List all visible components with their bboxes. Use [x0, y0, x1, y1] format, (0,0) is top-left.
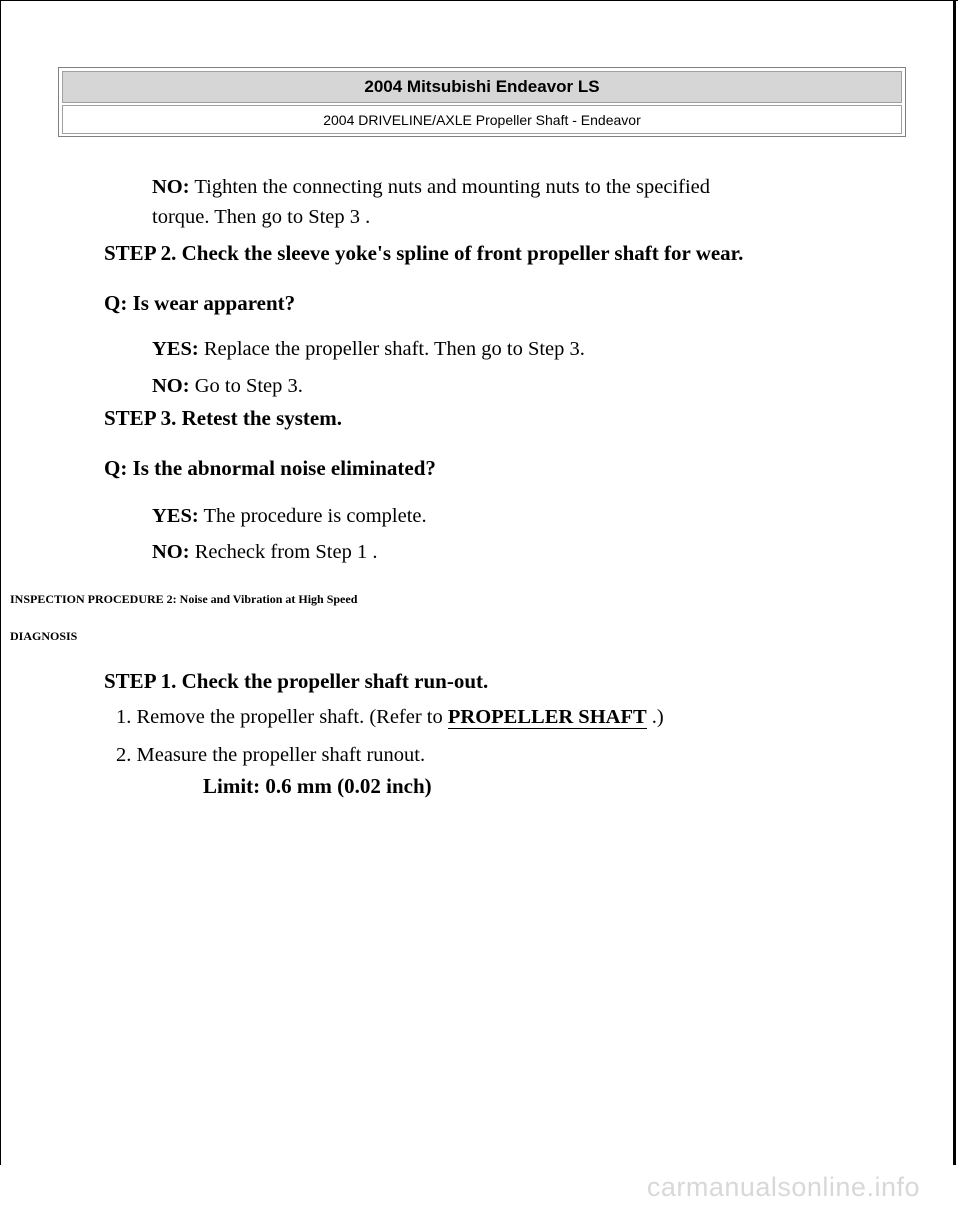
yes2-answer	[152, 338, 585, 361]
document-header	[58, 67, 906, 137]
propeller-shaft-link[interactable]: PROPELLER SHAFT	[447, 706, 647, 728]
yes2-label: YES:	[152, 338, 199, 360]
no1-label: NO:	[152, 176, 190, 198]
no1-line1	[152, 176, 710, 199]
page-border-left	[0, 0, 1, 1165]
step3-heading: STEP 3. Retest the system.	[104, 406, 342, 430]
header-subtitle: 2004 DRIVELINE/AXLE Propeller Shaft - Endeavor	[62, 105, 902, 134]
no3-answer	[152, 541, 377, 564]
no3-label: NO:	[152, 541, 190, 563]
step2-heading: STEP 2. Check the sleeve yoke's spline of front propeller shaft for wear.	[104, 241, 744, 265]
list-item-1-text-after: .)	[651, 706, 664, 728]
yes2-text: Replace the propeller shaft. Then go to Step 3.	[203, 338, 585, 360]
header-title: 2004 Mitsubishi Endeavor LS	[62, 71, 902, 103]
no1-text-line2: torque. Then go to Step 3 .	[152, 206, 371, 228]
diagnosis-heading: DIAGNOSIS	[10, 629, 78, 643]
no2-text: Go to Step 3.	[194, 375, 303, 397]
inspection-procedure-heading: INSPECTION PROCEDURE 2: Noise and Vibration at High Speed	[10, 592, 358, 606]
yes3-label: YES:	[152, 505, 199, 527]
no3-text: Recheck from Step 1 .	[194, 541, 378, 563]
limit-spec: Limit: 0.6 mm (0.02 inch)	[203, 774, 432, 798]
yes3-text: The procedure is complete.	[203, 505, 427, 527]
list-item-1-number: 1.	[116, 706, 132, 728]
page-border-top	[0, 0, 958, 1]
list-item-2-text: Measure the propeller shaft runout.	[136, 744, 426, 766]
no2-label: NO:	[152, 375, 190, 397]
question3: Q: Is the abnormal noise eliminated?	[104, 456, 436, 480]
footer-watermark: carmanualsonline.info	[646, 1172, 920, 1202]
step1-heading: STEP 1. Check the propeller shaft run-out.	[104, 669, 489, 693]
list-item-2	[116, 744, 425, 767]
no1-text-line1: Tighten the connecting nuts and mounting nuts to the specified	[194, 176, 711, 198]
list-item-1	[116, 706, 664, 729]
list-item-2-number: 2.	[116, 744, 132, 766]
no2-answer	[152, 375, 303, 398]
list-item-1-text: Remove the propeller shaft. (Refer to	[136, 706, 443, 728]
question2: Q: Is wear apparent?	[104, 291, 296, 315]
yes3-answer	[152, 505, 427, 528]
page-border-right	[953, 0, 956, 1165]
